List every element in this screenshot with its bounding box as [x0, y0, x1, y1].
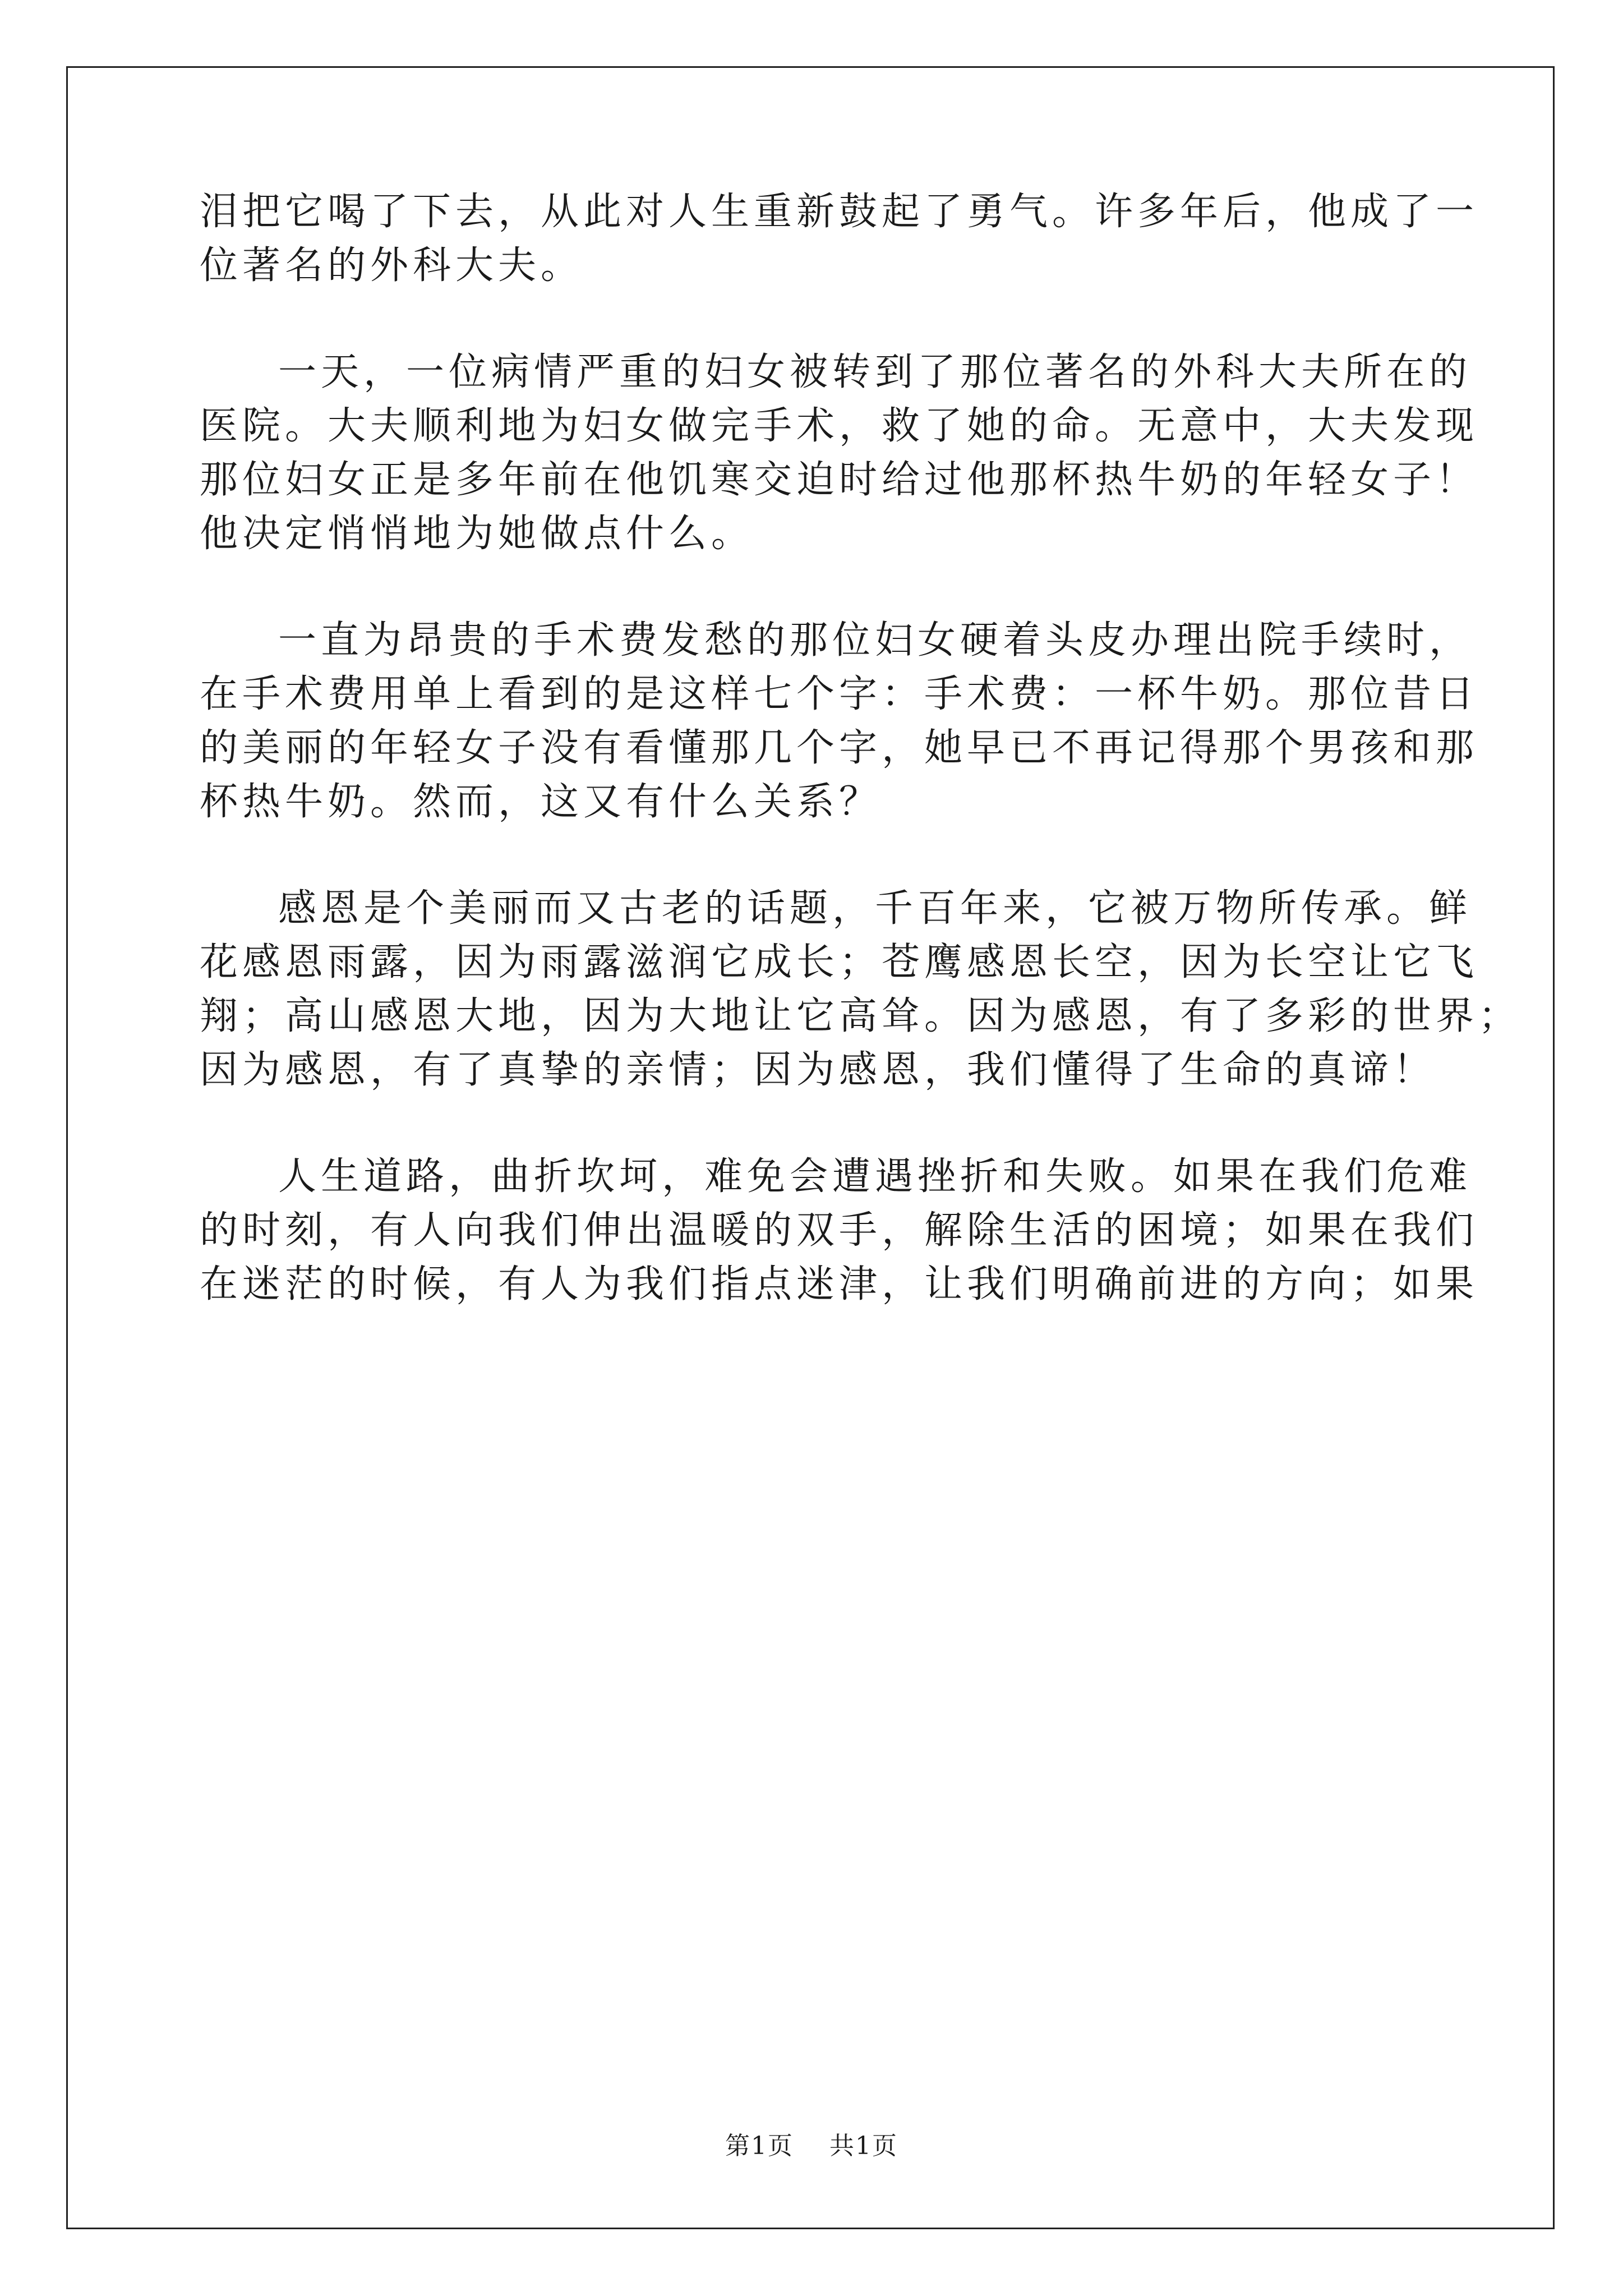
text-line: 那位妇女正是多年前在他饥寒交迫时给过他那杯热牛奶的年轻女子！ — [200, 458, 1479, 502]
text-line: 医院。大夫顺利地为妇女做完手术，救了她的命。无意中，大夫发现 — [200, 404, 1479, 448]
text-line: 翔；高山感恩大地，因为大地让它高耸。因为感恩，有了多彩的世界； — [200, 994, 1521, 1038]
text-line: 的美丽的年轻女子没有看懂那几个字，她早已不再记得那个男孩和那 — [200, 726, 1479, 770]
text-line: 泪把它喝了下去，从此对人生重新鼓起了勇气。许多年后，他成了一 — [200, 190, 1479, 234]
page-number: 第1页 — [725, 2132, 794, 2160]
paragraph-2 — [200, 346, 1479, 561]
paragraph-4 — [200, 882, 1521, 1097]
text-line: 位著名的外科大夫。 — [200, 243, 584, 288]
text-line: 的时刻，有人向我们伸出温暖的双手，解除生活的困境；如果在我们 — [200, 1208, 1479, 1253]
document-body — [200, 185, 1521, 1312]
text-line: 杯热牛奶。然而，这又有什么关系？ — [200, 780, 882, 824]
text-line: 因为感恩，有了真挚的亲情；因为感恩，我们懂得了生命的真谛！ — [200, 1048, 1436, 1092]
text-line: 一直为昂贵的手术费发愁的那位妇女硬着头皮办理出院手续时， — [278, 618, 1472, 662]
paragraph-1 — [200, 185, 1479, 293]
paragraph-5 — [200, 1150, 1479, 1312]
text-line: 他决定悄悄地为她做点什么。 — [200, 512, 754, 556]
text-line: 感恩是个美丽而又古老的话题，千百年来，它被万物所传承。鲜 — [278, 886, 1472, 931]
page-footer — [0, 2131, 1623, 2162]
text-line: 在迷茫的时候，有人为我们指点迷津，让我们明确前进的方向；如果 — [200, 1262, 1479, 1306]
page-total: 共1页 — [829, 2132, 898, 2160]
paragraph-3 — [200, 614, 1479, 829]
text-line: 花感恩雨露，因为雨露滋润它成长；苍鹰感恩长空，因为长空让它飞 — [200, 940, 1479, 984]
text-line: 一天，一位病情严重的妇女被转到了那位著名的外科大夫所在的 — [278, 350, 1472, 394]
text-line: 人生道路，曲折坎坷，难免会遭遇挫折和失败。如果在我们危难 — [278, 1154, 1472, 1199]
text-line: 在手术费用单上看到的是这样七个字：手术费：一杯牛奶。那位昔日 — [200, 672, 1479, 716]
